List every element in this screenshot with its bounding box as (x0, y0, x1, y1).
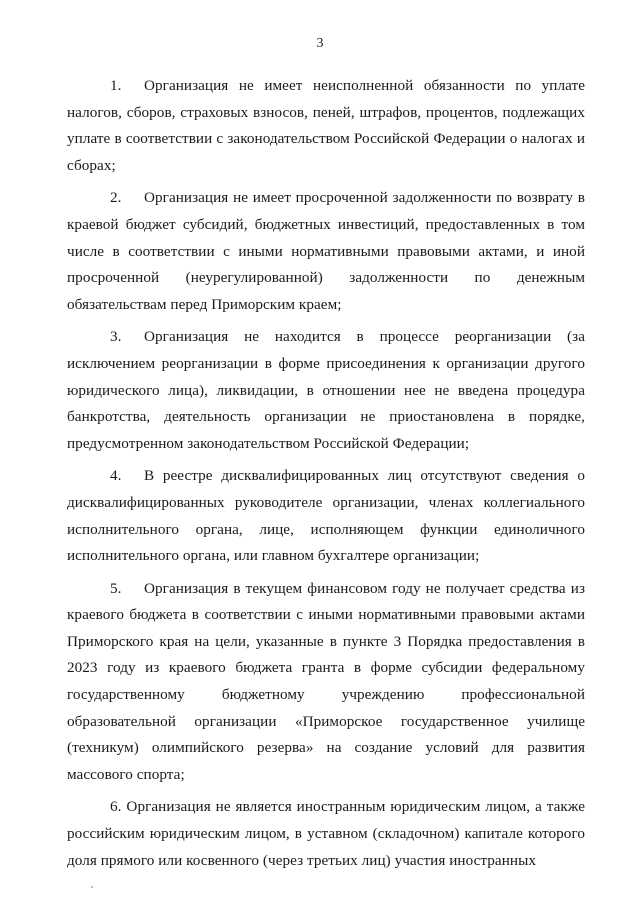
item-text: В реестре дисквалифицированных лиц отсутствуют сведения о дисквалифицированных руководителе организации, членах коллегиального исполнительного органа, лице, исполняющем функции единоличного исполнительного органа, или главном бухгалтере организации; (67, 467, 585, 565)
item-number: 1. (110, 77, 122, 94)
document-body (67, 73, 585, 874)
item-number: 2. (110, 189, 122, 207)
item-text: Организация не является иностранным юридическим лицом, а также российским юридическим лицом, в уставном (складочном) капитале которого доля прямого или косвенного (через третьих лиц) участия иностранных (67, 798, 585, 869)
list-item-4 (67, 463, 585, 569)
list-item-2 (67, 185, 585, 318)
list-item-1 (67, 73, 585, 179)
list-item-5 (67, 576, 585, 789)
item-text: Организация в текущем финансовом году не получает средства из краевого бюджета в соответствии с иными нормативными правовыми актами Приморского края на цели, указанные в пункте 3 Порядка предоставления в 2023 году из краевого бюджета гранта в форме субсидии федеральному государственному бюджетному учреждению профессиональной образовательной организации «Приморское государственное училище (техникум) олимпийского резерва» на создание условий для развития массового спорта; (67, 579, 585, 783)
item-number: 4. (110, 467, 122, 485)
item-number: 6. (110, 798, 122, 816)
item-number: 5. (110, 579, 122, 597)
item-text: Организация не находится в процессе реорганизации (за исключением реорганизации в форме присоединения к организации другого юридического лица), ликвидации, в отношении нее не введена процедура банкротства, деятельность организации не приостановлена в порядке, предусмотренном законодательством Российской Федерации; (67, 328, 585, 452)
page-number: 3 (316, 36, 324, 51)
item-text: Организация не имеет неисполненной обязанности по уплате налогов, сборов, страховых взносов, пеней, штрафов, процентов, подлежащих уплате в соответствии с законодательством Российской Федерации о налогах и сборах; (67, 77, 585, 174)
item-number: 3. (110, 328, 122, 346)
list-item-6 (67, 794, 585, 874)
list-item-3 (67, 324, 585, 457)
scan-artifact (91, 886, 93, 888)
item-text: Организация не имеет просроченной задолженности по возврату в краевой бюджет субсидий, бюджетных инвестиций, предоставленных в том числе в соответствии с иными нормативными правовыми актами, и иной просроченной (неурегулированной) задолженности по денежным обязательствам перед Приморским краем; (67, 189, 585, 313)
